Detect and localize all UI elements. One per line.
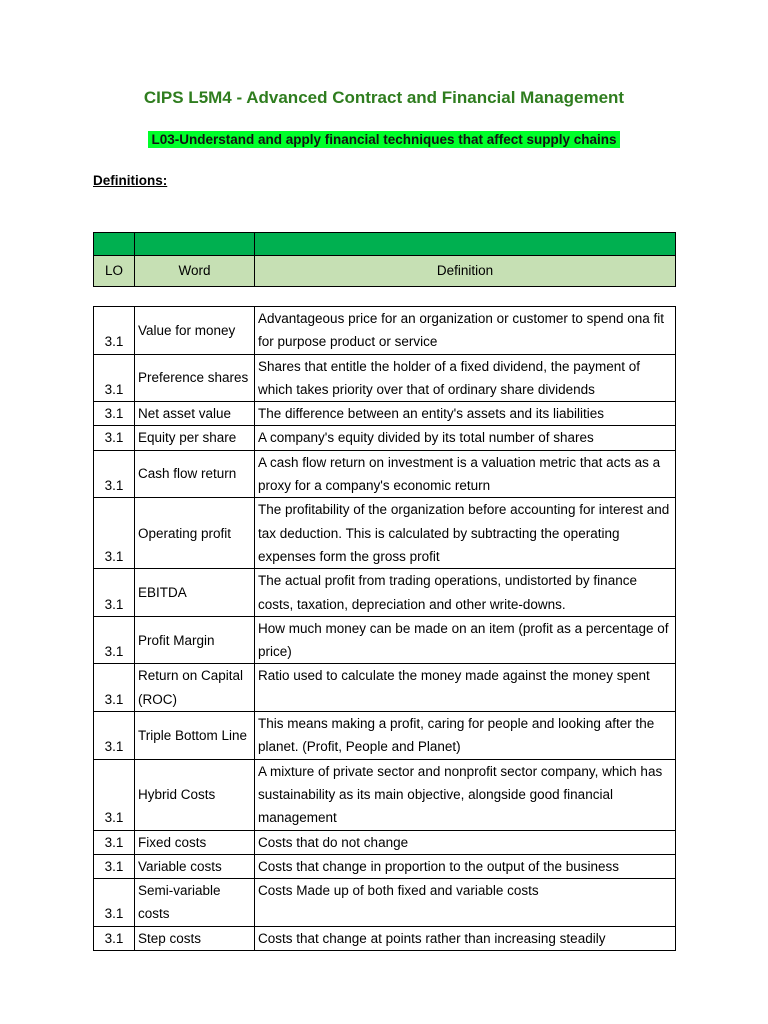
definition-cell: The difference between an entity's assets and its liabilities bbox=[255, 402, 676, 426]
header-band-cell bbox=[255, 233, 676, 256]
table-row bbox=[94, 426, 676, 450]
lo-cell: 3.1 bbox=[94, 450, 135, 498]
table-row bbox=[94, 307, 676, 355]
table-row bbox=[94, 402, 676, 426]
table-row bbox=[94, 664, 676, 712]
word-cell: Return on Capital (ROC) bbox=[135, 664, 255, 712]
lo-cell: 3.1 bbox=[94, 879, 135, 927]
word-cell: Value for money bbox=[135, 307, 255, 355]
definition-cell: Costs Made up of both fixed and variable costs bbox=[255, 879, 676, 927]
table-row bbox=[94, 498, 676, 569]
lo-cell: 3.1 bbox=[94, 759, 135, 830]
word-cell: Equity per share bbox=[135, 426, 255, 450]
header-definition: Definition bbox=[255, 256, 676, 287]
word-cell: EBITDA bbox=[135, 569, 255, 617]
subtitle-wrapper bbox=[0, 131, 768, 149]
lo-cell: 3.1 bbox=[94, 616, 135, 664]
lo-cell: 3.1 bbox=[94, 402, 135, 426]
table-row bbox=[94, 354, 676, 402]
definition-cell: The profitability of the organization before accounting for interest and tax deduction. This is calculated by subtracting the operating expenses form the gross profit bbox=[255, 498, 676, 569]
table-row bbox=[94, 569, 676, 617]
definitions-body bbox=[94, 307, 676, 951]
definition-cell: Advantageous price for an organization or customer to spend ona fit for purpose product or service bbox=[255, 307, 676, 355]
header-band-cell bbox=[135, 233, 255, 256]
lo-cell: 3.1 bbox=[94, 854, 135, 878]
header-row bbox=[94, 256, 676, 287]
table-row bbox=[94, 712, 676, 760]
definition-cell: Costs that do not change bbox=[255, 830, 676, 854]
word-cell: Hybrid Costs bbox=[135, 759, 255, 830]
lo-cell: 3.1 bbox=[94, 498, 135, 569]
definition-cell: How much money can be made on an item (profit as a percentage of price) bbox=[255, 616, 676, 664]
header-lo: LO bbox=[94, 256, 135, 287]
table-row bbox=[94, 450, 676, 498]
table-row bbox=[94, 926, 676, 950]
header-word: Word bbox=[135, 256, 255, 287]
definition-cell: A mixture of private sector and nonprofit sector company, which has sustainability as its main objective, alongside good financial management bbox=[255, 759, 676, 830]
learning-outcome-heading: L03-Understand and apply financial techniques that affect supply chains bbox=[148, 131, 619, 148]
header-band-cell bbox=[94, 233, 135, 256]
word-cell: Step costs bbox=[135, 926, 255, 950]
definition-cell: This means making a profit, caring for people and looking after the planet. (Profit, People and Planet) bbox=[255, 712, 676, 760]
definition-cell: Costs that change at points rather than increasing steadily bbox=[255, 926, 676, 950]
table-row bbox=[94, 616, 676, 664]
header-band bbox=[94, 233, 676, 256]
word-cell: Variable costs bbox=[135, 854, 255, 878]
table-row bbox=[94, 830, 676, 854]
definition-cell: Costs that change in proportion to the output of the business bbox=[255, 854, 676, 878]
lo-cell: 3.1 bbox=[94, 354, 135, 402]
document-title: CIPS L5M4 - Advanced Contract and Financial Management bbox=[143, 88, 625, 107]
definitions-label: Definitions: bbox=[93, 173, 168, 188]
definition-cell: Shares that entitle the holder of a fixed dividend, the payment of which takes priority over that of ordinary share dividends bbox=[255, 354, 676, 402]
word-cell: Cash flow return bbox=[135, 450, 255, 498]
word-cell: Net asset value bbox=[135, 402, 255, 426]
word-cell: Semi-variable costs bbox=[135, 879, 255, 927]
lo-cell: 3.1 bbox=[94, 426, 135, 450]
header-table bbox=[93, 232, 676, 287]
definition-cell: A cash flow return on investment is a valuation metric that acts as a proxy for a company's economic return bbox=[255, 450, 676, 498]
lo-cell: 3.1 bbox=[94, 307, 135, 355]
definition-cell: Ratio used to calculate the money made against the money spent bbox=[255, 664, 676, 712]
definition-cell: A company's equity divided by its total number of shares bbox=[255, 426, 676, 450]
table-row bbox=[94, 879, 676, 927]
word-cell: Profit Margin bbox=[135, 616, 255, 664]
word-cell: Operating profit bbox=[135, 498, 255, 569]
table-row bbox=[94, 759, 676, 830]
lo-cell: 3.1 bbox=[94, 926, 135, 950]
definition-cell: The actual profit from trading operations, undistorted by finance costs, taxation, depreciation and other write-downs. bbox=[255, 569, 676, 617]
lo-cell: 3.1 bbox=[94, 569, 135, 617]
definitions-table bbox=[93, 306, 676, 951]
table-row bbox=[94, 854, 676, 878]
lo-cell: 3.1 bbox=[94, 712, 135, 760]
lo-cell: 3.1 bbox=[94, 664, 135, 712]
word-cell: Preference shares bbox=[135, 354, 255, 402]
lo-cell: 3.1 bbox=[94, 830, 135, 854]
word-cell: Fixed costs bbox=[135, 830, 255, 854]
word-cell: Triple Bottom Line bbox=[135, 712, 255, 760]
